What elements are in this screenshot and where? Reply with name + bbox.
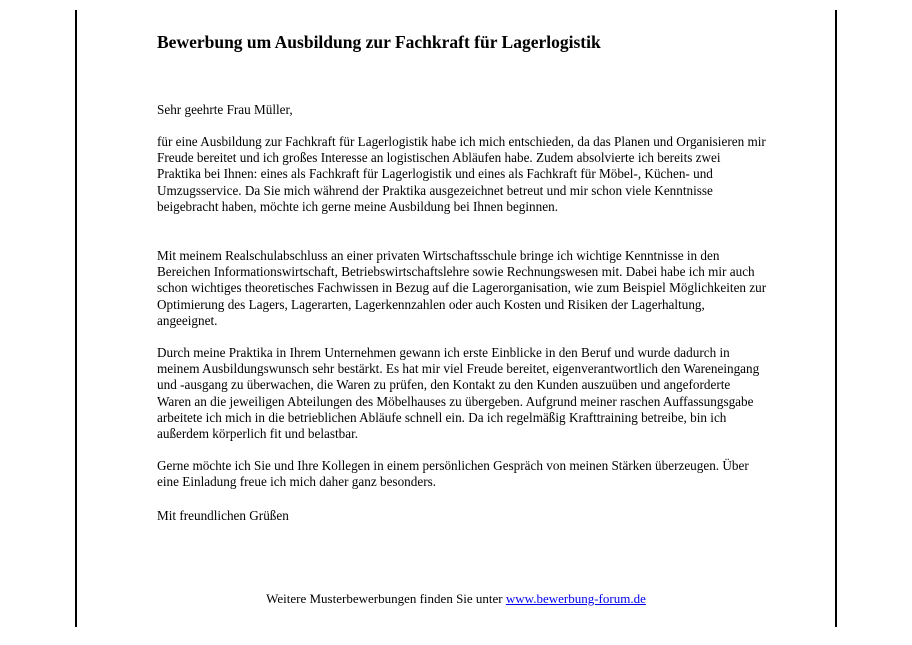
letter-paragraph-3: Durch meine Praktika in Ihrem Unternehmen gewann ich erste Einblicke in den Beruf und wurde dadurch in meinem Ausbildungswunsch sehr bestärkt. Es hat mir viel Freude bereitet, eigenverantwortlich den Wareneingang und -ausgang zu überwachen, die Waren zu prüfen, den Kontakt zu den Kunden auszuüben und angeforderte Waren an die jeweiligen Abteilungen des Möbelhauses zu übergeben. Aufgrund meiner raschen Auffassungsgabe arbeitete ich mich in die betrieblichen Abläufe schnell ein. Da ich regelmäßig Krafttraining betreibe, bin ich außerdem körperlich fit und belastbar. — [157, 345, 760, 442]
letter-salutation: Sehr geehrte Frau Müller, — [157, 102, 293, 117]
footer-text: Weitere Musterbewerbungen finden Sie unter — [266, 591, 506, 606]
letter-paragraph-2: Mit meinem Realschulabschluss an einer privaten Wirtschaftsschule bringe ich wichtige Kenntnisse in den Bereichen Informationswirtschaft, Betriebswirtschaftslehre sowie Rechnungswesen mit. Dabei habe ich mir auch schon wichtiges theoretisches Fachwissen in Bezug auf die Lagerorganisation, wie zum Beispiel Möglichkeiten zur Optimierung des Lagers, Lagerarten, Lagerkennzahlen oder auch Kosten und Risiken der Lagerhaltung, angeeignet. — [157, 248, 767, 328]
footer — [0, 591, 912, 607]
footer-link[interactable]: www.bewerbung-forum.de — [505, 591, 646, 606]
page-border-left — [75, 10, 77, 627]
letter-title: Bewerbung um Ausbildung zur Fachkraft für Lagerlogistik — [157, 32, 601, 52]
page-border-right — [835, 10, 837, 627]
letter-closing: Mit freundlichen Grüßen — [157, 508, 289, 523]
letter-header — [157, 30, 767, 54]
letter-paragraph-1: für eine Ausbildung zur Fachkraft für Lagerlogistik habe ich mich entschieden, da das Planen und Organisieren mir Freude bereitet und ich großes Interesse an logistischen Abläufen habe. Zudem absolvierte ich bereits zwei Praktika bei Ihnen: eines als Fachkraft für Lagerlogistik und eines als Fachkraft für Möbel-, Küchen- und Umzugsservice. Da Sie mich während der Praktika ausgezeichnet betreut und mir schon viele Kenntnisse beigebracht haben, möchte ich gerne meine Ausbildung bei Ihnen beginnen. — [157, 134, 766, 214]
letter-paragraph-4: Gerne möchte ich Sie und Ihre Kollegen in einem persönlichen Gespräch von meinen Stärken überzeugen. Über eine Einladung freue ich mich daher ganz besonders. — [157, 458, 749, 490]
